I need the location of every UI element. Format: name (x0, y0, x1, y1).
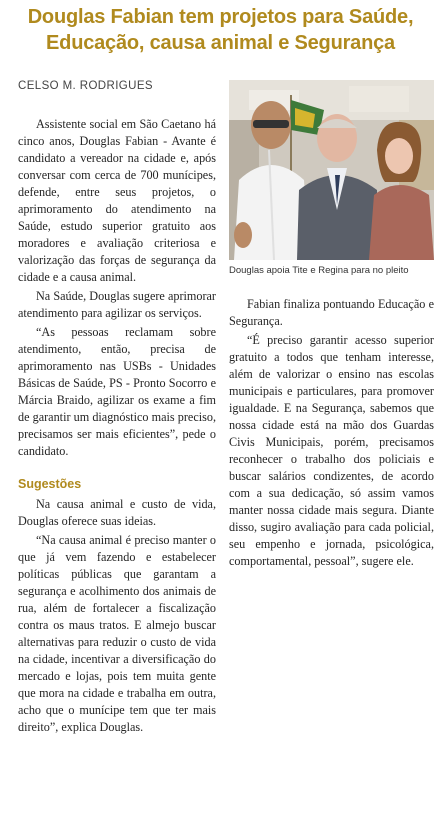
photo-illustration (229, 80, 434, 260)
article-photo (229, 80, 434, 260)
headline (8, 4, 433, 56)
paragraph-5: “Na causa animal é preciso manter o que já vem fazendo e estabelecer políticas públicas que garantam a segurança e acolhimento dos animais de rua, além de fortalecer a fiscalização contra os maus tratos. E almejo buscar alternativas para reduzir o custo de vida na cidade, incentivar a diversificação do mercado e lojas, pois tem muita gente que mora na cidade e trabalha em outra, acho que o munícipe tem que ter mais direito”, explica Douglas. (18, 533, 216, 734)
paragraph-2: Na Saúde, Douglas sugere aprimorar atendimento para agilizar os serviços. (18, 289, 216, 320)
photo-caption: Douglas apoia Tite e Regina para no pleito (229, 265, 409, 276)
article-column-2 (229, 296, 434, 572)
headline-line-2: Educação, causa animal e Segurança (46, 32, 395, 54)
paragraph-3: “As pessoas reclamam sobre atendimento, então, precisa de aprimoramento nas USBs - Unidades Básicas de Saúde, PS - Pronto Socorro e Márcia Braido, agilizar os exame a fim de garantir um diagnóstico mais preciso, precisamos ser mais eficientes”, pede o candidato. (18, 325, 216, 458)
paragraph-6: Fabian finaliza pontuando Educação e Segurança. (229, 297, 434, 328)
section-subhead: Sugestões (18, 477, 82, 491)
paragraph-1: Assistente social em São Caetano há cinco anos, Douglas Fabian - Avante é candidato a vereador na cidade e, após conversar com cerca de 700 munícipes, defende, entre seus projetos, o aprimoramento do atendimento na Saúde, estudo superior gratuito aos moradores e avaliação criteriosa e valorização das forças de segurança da cidade e a causa animal. (18, 117, 216, 284)
article-column-1 (18, 116, 216, 738)
paragraph-7: “É preciso garantir acesso superior gratuito a todos que tenham interesse, além de valorizar o ensino nas escolas municipais e particulares, para promover igualdade. E na Segurança, sabemos que nossa cidade está na mão dos Guardas Civis Municipais, porém, precisamos reconhecer o trabalho dos policiais e buscar salários condizentes, de acordo com a sua dedicação, só assim vamos manter nossa cidade mais segura. Diante disso, sugiro avaliação para cada policial, seu empenho e jornada, psicológica, comportamental, pessoal”, sugere ele. (229, 333, 434, 568)
paragraph-4: Na causa animal e custo de vida, Douglas oferece suas ideias. (18, 497, 216, 528)
byline: CELSO M. RODRIGUES (18, 80, 153, 92)
headline-line-1: Douglas Fabian tem projetos para Saúde, (27, 6, 414, 28)
